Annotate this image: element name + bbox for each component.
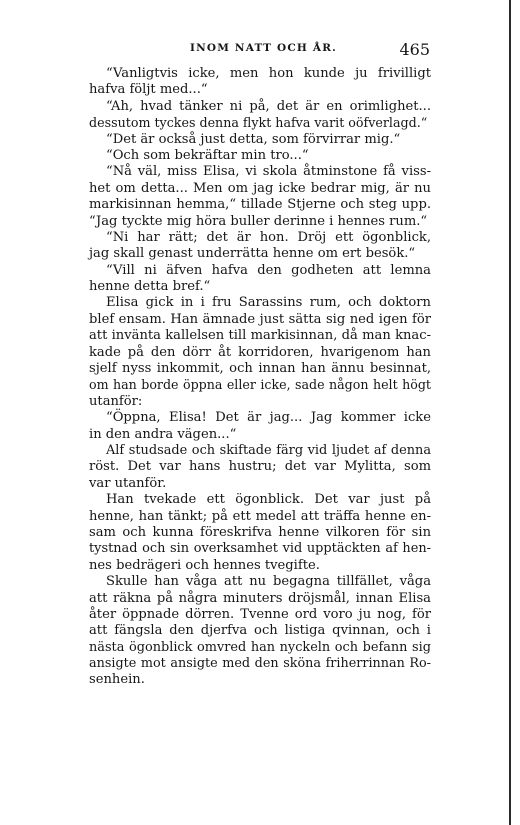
- text-line: “Ah, hvad tänker ni på, det är en orimlighet...: [106, 98, 431, 114]
- text-line: att fängsla den djerfva och listiga qvinnan, och i: [89, 623, 431, 639]
- text-line: om han borde öppna eller icke, sade någon helt högt: [89, 377, 431, 393]
- text-line: “Jag tyckte mig höra buller derinne i hennes rum.“: [89, 213, 428, 229]
- text-line: Alf studsade och skiftade färg vid ljudet af denna: [106, 442, 431, 458]
- page-edge-rule: [509, 0, 511, 825]
- text-line: henne, han tänkt; på ett medel att träffa henne en-: [89, 508, 431, 524]
- text-line: in den andra vägen...“: [89, 426, 237, 442]
- text-line: jag skall genast underrätta henne om ert besök.“: [89, 246, 416, 262]
- running-title: INOM NATT OCH ÅR.: [190, 42, 338, 54]
- text-line: “Öppna, Elisa! Det är jag... Jag kommer icke: [106, 410, 431, 426]
- text-line: Elisa gick in i fru Sarassins rum, och doktorn: [106, 295, 431, 311]
- text-line: dessutom tyckes denna flykt hafva varit oöfverlagd.“: [89, 115, 428, 131]
- text-line: “Det är också just detta, som förvirrar mig.“: [106, 131, 401, 147]
- text-line: ansigte mot ansigte med den sköna friherrinnan Ro-: [89, 656, 431, 672]
- text-line: kade på den dörr åt korridoren, hvarigenom han: [89, 344, 431, 360]
- text-line: “Och som bekräftar min tro...“: [106, 147, 309, 163]
- text-line: var utanför.: [89, 475, 167, 491]
- text-line: blef ensam. Han ämnade just sätta sig ned igen för: [89, 311, 431, 327]
- text-line: sjelf nyss inkommit, och innan han ännu besinnat,: [89, 361, 431, 377]
- text-line: nästa ögonblick omvred han nyckeln och befann sig: [89, 639, 431, 655]
- text-line: att invänta kallelsen till markisinnan, då man knac-: [89, 328, 431, 344]
- text-line: “Nå väl, miss Elisa, vi skola åtminstone få viss-: [106, 164, 431, 180]
- text-line: markisinnan hemma,“ tillade Stjerne och steg upp.: [89, 197, 431, 213]
- page-number: 465: [399, 40, 430, 59]
- text-line: att räkna på några minuters dröjsmål, innan Elisa: [89, 590, 431, 606]
- text-line: utanför:: [89, 393, 143, 409]
- text-line: sam och kunna föreskrifva henne vilkoren för sin: [89, 524, 431, 540]
- text-line: henne detta bref.“: [89, 279, 211, 295]
- text-line: Skulle han våga att nu begagna tillfället, våga: [106, 574, 431, 590]
- text-line: röst. Det var hans hustru; det var Mylitta, som: [89, 459, 431, 475]
- text-line: “Vanligtvis icke, men hon kunde ju frivilligt: [106, 66, 431, 81]
- text-line: tystnad och sin overksamhet vid upptäckten af hen-: [89, 541, 431, 557]
- text-line: “Vill ni äfven hafva den godheten att lemna: [106, 262, 431, 278]
- page-header: [90, 40, 432, 62]
- text-line: åter öppnade dörren. Tvenne ord voro ju nog, för: [89, 606, 431, 622]
- text-line: hafva följt med...“: [89, 82, 208, 98]
- text-line: senhein.: [89, 672, 145, 688]
- text-line: Han tvekade ett ögonblick. Det var just på: [106, 492, 431, 508]
- body-text: [89, 66, 431, 689]
- text-line: “Ni har rätt; det är hon. Dröj ett ögonblick,: [106, 229, 431, 245]
- text-line: het om detta... Men om jag icke bedrar mig, är nu: [89, 180, 431, 196]
- text-line: nes bedrägeri och hennes tvegifte.: [89, 557, 320, 573]
